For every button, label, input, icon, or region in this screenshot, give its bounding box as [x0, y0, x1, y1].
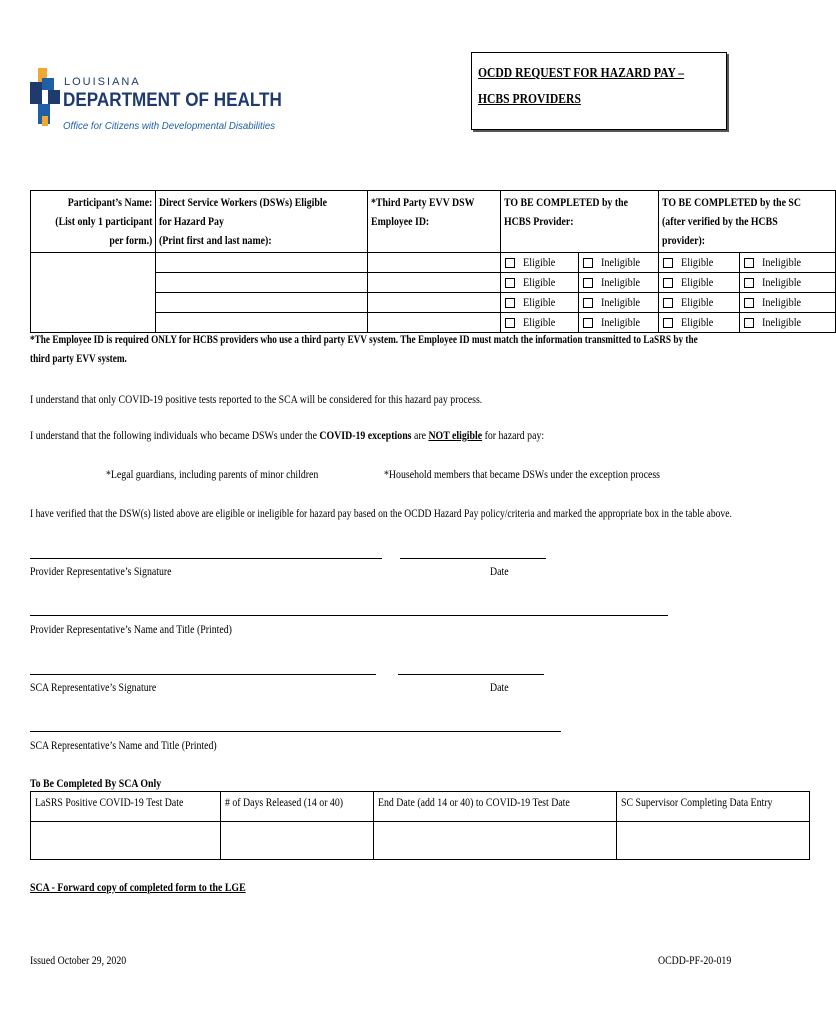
provider-ineligible-checkbox[interactable]: Ineligible — [579, 253, 659, 273]
provider-name-label: Provider Representative’s Name and Title (Printed) — [30, 622, 232, 636]
sca-date-label: Date — [490, 680, 509, 694]
dsw-name-cell[interactable] — [156, 313, 368, 333]
footnote-line1: *The Employee ID is required ONLY for HCBS providers who use a third party EVV system. The Employee ID must match the information transmitted to LaSRS by the — [30, 332, 698, 346]
provider-eligible-checkbox[interactable]: Eligible — [501, 313, 579, 333]
dsw-name-cell[interactable] — [156, 273, 368, 293]
header-sc: TO BE COMPLETED by the SC (after verified by the HCBS provider): — [659, 191, 835, 253]
sc-ineligible-checkbox[interactable]: Ineligible — [740, 253, 836, 273]
provider-date-line[interactable] — [400, 558, 546, 559]
provider-date-label: Date — [490, 564, 509, 578]
logo-office: Office for Citizens with Developmental Disabilities — [63, 120, 276, 132]
participant-name-cell[interactable] — [31, 253, 156, 333]
header-dsw: Direct Service Workers (DSWs) Eligible for Hazard Pay (Print first and last name): — [156, 191, 368, 253]
sca-table — [30, 791, 810, 860]
header-provider: TO BE COMPLETED by the HCBS Provider: — [501, 191, 659, 253]
form-title-box — [471, 52, 727, 130]
evv-id-cell[interactable] — [368, 313, 501, 333]
sc-eligible-checkbox[interactable]: Eligible — [659, 273, 740, 293]
sca-header-test-date: LaSRS Positive COVID-19 Test Date — [31, 792, 221, 822]
dsw-table — [30, 190, 836, 333]
sca-signature-line[interactable] — [30, 674, 376, 675]
sc-eligible-checkbox[interactable]: Eligible — [659, 293, 740, 313]
sca-date-line[interactable] — [398, 674, 544, 675]
provider-eligible-checkbox[interactable]: Eligible — [501, 273, 579, 293]
provider-ineligible-checkbox[interactable]: Ineligible — [579, 293, 659, 313]
sc-ineligible-checkbox[interactable]: Ineligible — [740, 293, 836, 313]
evv-id-cell[interactable] — [368, 253, 501, 273]
logo-state: LOUISIANA — [64, 76, 141, 88]
sca-end-date-cell[interactable] — [373, 822, 616, 860]
dsw-name-cell[interactable] — [156, 293, 368, 313]
bullet-household-members: *Household members that became DSWs under the exception process — [384, 467, 660, 481]
provider-eligible-checkbox[interactable]: Eligible — [501, 293, 579, 313]
form-title-line2: HCBS PROVIDERS — [478, 91, 581, 106]
footnote-line2: third party EVV system. — [30, 351, 127, 365]
logo-department: DEPARTMENT OF HEALTH — [63, 90, 282, 111]
understand-positive-tests: I understand that only COVID-19 positive tests reported to the SCA will be considered for this hazard pay process. — [30, 392, 483, 406]
sca-supervisor-cell[interactable] — [616, 822, 810, 860]
sca-test-date-cell[interactable] — [31, 822, 221, 860]
sc-ineligible-checkbox[interactable]: Ineligible — [740, 273, 836, 293]
form-id: OCDD-PF-20-019 — [658, 953, 732, 967]
evv-id-cell[interactable] — [368, 293, 501, 313]
sca-name-label: SCA Representative’s Name and Title (Printed) — [30, 738, 217, 752]
provider-eligible-checkbox[interactable]: Eligible — [501, 253, 579, 273]
sca-header-supervisor: SC Supervisor Completing Data Entry — [616, 792, 810, 822]
sca-header-days-released: # of Days Released (14 or 40) — [220, 792, 373, 822]
forward-instruction: SCA - Forward copy of completed form to the LGE — [30, 880, 246, 894]
sca-name-line[interactable] — [30, 731, 561, 732]
header-evv: *Third Party EVV DSW Employee ID: — [368, 191, 501, 253]
ldh-cross-icon — [30, 68, 62, 128]
sc-ineligible-checkbox[interactable]: Ineligible — [740, 313, 836, 333]
sca-signature-label: SCA Representative’s Signature — [30, 680, 157, 694]
provider-ineligible-checkbox[interactable]: Ineligible — [579, 273, 659, 293]
sca-days-released-cell[interactable] — [220, 822, 373, 860]
understand-exceptions: I understand that the following individuals who became DSWs under the COVID-19 exceptions are NOT eligible for hazard pay: — [30, 428, 545, 442]
provider-signature-label: Provider Representative’s Signature — [30, 564, 172, 578]
provider-name-line[interactable] — [30, 615, 668, 616]
dsw-name-cell[interactable] — [156, 253, 368, 273]
sc-eligible-checkbox[interactable]: Eligible — [659, 253, 740, 273]
bullet-legal-guardians: *Legal guardians, including parents of minor children — [106, 467, 319, 481]
issued-date: Issued October 29, 2020 — [30, 953, 127, 967]
provider-ineligible-checkbox[interactable]: Ineligible — [579, 313, 659, 333]
provider-signature-line[interactable] — [30, 558, 382, 559]
form-title-line1: OCDD REQUEST FOR HAZARD PAY – — [478, 65, 685, 80]
ldh-logo — [30, 68, 282, 138]
sca-header-end-date: End Date (add 14 or 40) to COVID-19 Test Date — [373, 792, 616, 822]
sca-section-title: To Be Completed By SCA Only — [30, 776, 162, 790]
header-participant: Participant’s Name: (List only 1 participant per form.) — [31, 191, 156, 253]
verified-statement: I have verified that the DSW(s) listed above are eligible or ineligible for hazard pay based on the OCDD Hazard Pay policy/criteria and marked the appropriate box in the table above. — [30, 506, 732, 520]
sc-eligible-checkbox[interactable]: Eligible — [659, 313, 740, 333]
evv-id-cell[interactable] — [368, 273, 501, 293]
